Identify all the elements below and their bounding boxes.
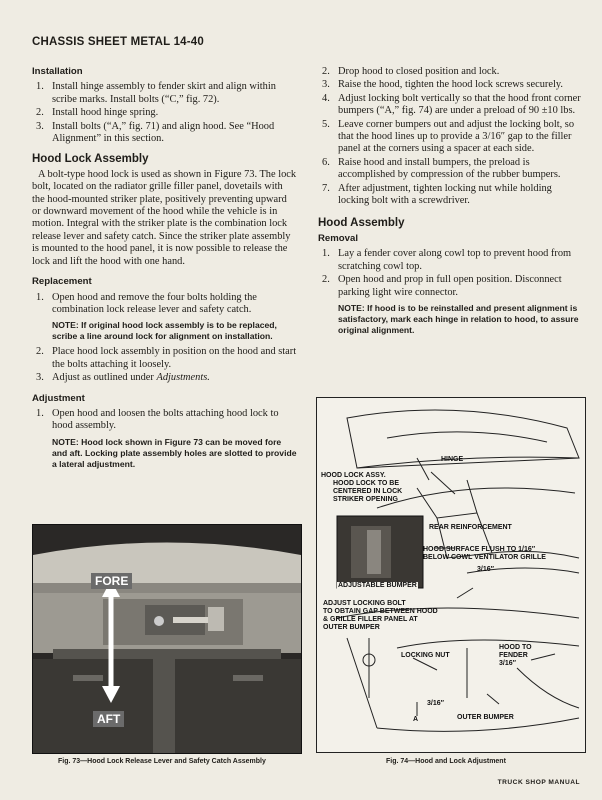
list-item: 2. Place hood lock assembly in position on the hood and start the bolts attaching it loosely. xyxy=(36,346,297,370)
hood-lock-assy-label: HOOD LOCK ASSY. xyxy=(321,472,386,479)
removal-heading: Removal xyxy=(318,232,358,244)
figure-74-diagram xyxy=(316,397,586,753)
hood-to-fender-label: HOOD TO FENDER 3/16″ xyxy=(499,644,532,667)
adjustment-steps xyxy=(32,408,298,433)
list-item: 7. After adjustment, tighten locking nut while holding locking bolt with a screwdriver. xyxy=(322,182,552,207)
hood-assembly-heading: Hood Assembly xyxy=(318,217,405,230)
list-item: 3. Adjust as outlined under Adjustments. xyxy=(36,372,210,384)
removal-note: NOTE: If hood is to be reinstalled and present alignment is satisfactory, mark each hinge in relation to hood, to assure original alignment. xyxy=(338,302,579,335)
dim-label-2: 3/16″ xyxy=(427,700,444,707)
list-item: 2. Drop hood to closed position and lock. xyxy=(322,66,500,77)
hood-lock-photo xyxy=(33,525,301,753)
replacement-steps xyxy=(32,292,298,317)
bumper-a-label: A xyxy=(413,716,419,723)
rear-reinforcement-label: REAR REINFORCEMENT xyxy=(429,524,512,531)
figure-73-photo xyxy=(32,524,302,754)
removal-steps xyxy=(318,248,584,299)
hood-lock-centered-label: HOOD LOCK TO BE CENTERED IN LOCK STRIKER OPENING xyxy=(333,480,403,503)
aft-label: AFT xyxy=(93,711,124,727)
list-item: 3. Install bolts (“A,” fig. 71) and align hood. See “Hood Alignment” in this section. xyxy=(36,120,275,145)
adjustments-ref: Adjustments. xyxy=(156,372,210,384)
right-column xyxy=(318,66,584,340)
replacement-note: NOTE: If original hood lock assembly is to be replaced, scribe a line around lock for alignment on installation. xyxy=(52,320,277,342)
replacement-steps-cont xyxy=(32,346,298,384)
fore-label: FORE xyxy=(91,573,132,589)
dim-label-1: 3/16″ xyxy=(477,566,494,573)
hood-lock-paragraph: A bolt-type hood lock is used as shown in Figure 73. The lock bolt, located on the radiator grille filler panel, dovetails with the hood-mounted striker plate, positively preventing upward or downward movement of the hood while the vehicle is in motion. Integral with the striker plate is the combination lock release lever and safety catch. Since the striker plate assembly is mounted to the hood panel, it is now possible to release the lock and lift the hood with one hand. xyxy=(32,168,297,267)
page-header: CHASSIS SHEET METAL 14-40 xyxy=(32,36,205,48)
page-footer: TRUCK SHOP MANUAL xyxy=(497,779,580,786)
hood-lock-heading: Hood Lock Assembly xyxy=(32,153,149,166)
list-item: 3. Raise the hood, tighten the hood lock screws securely. xyxy=(322,79,563,91)
list-item: 2. Install hood hinge spring. xyxy=(36,107,159,119)
left-column xyxy=(32,66,298,474)
list-item: 1. Lay a fender cover along cowl top to prevent hood from scratching cowl top. xyxy=(322,248,572,272)
adjustable-bumper-label: ADJUSTABLE BUMPER xyxy=(338,582,417,589)
hood-surface-label: HOOD SURFACE FLUSH TO 1/16″ BELOW COWL VENTILATOR GRILLE xyxy=(423,546,546,561)
figure-74-caption: Fig. 74—Hood and Lock Adjustment xyxy=(386,758,506,765)
list-item: 1. Open hood and loosen the bolts attaching hood lock to hood assembly. xyxy=(36,407,279,432)
list-item: 5. Leave corner bumpers out and adjust the locking bolt, so that the hood lines up to provide a 3/16″ gap to the filler panel at the corners using a spacer at each side. xyxy=(322,118,575,155)
adjustment-steps-cont xyxy=(318,66,584,207)
outer-bumper-label: OUTER BUMPER xyxy=(457,714,514,721)
hinge-label: HINGE xyxy=(441,456,464,463)
installation-heading: Installation xyxy=(32,66,83,77)
list-item: 4. Adjust locking bolt vertically so that the hood front corner bumpers (“A,” fig. 74) are under a preload of 90 ±10 lbs. xyxy=(322,92,581,117)
figure-73-caption: Fig. 73—Hood Lock Release Lever and Safety Catch Assembly xyxy=(58,758,266,765)
adjustment-note: NOTE: Hood lock shown in Figure 73 can be moved fore and aft. Locking plate assembly holes are slotted to provide a lateral adjustment. xyxy=(52,436,297,469)
list-item: 2. Open hood and prop in full open position. Disconnect parking light wire connector. xyxy=(322,274,562,298)
replacement-heading: Replacement xyxy=(32,276,92,288)
list-item: 1. Open hood and remove the four bolts holding the combination lock release lever and safety catch. xyxy=(36,291,257,315)
list-item: 1. Install hinge assembly to fender skirt and align within scribe marks. Install bolts (“C,” fig. 72). xyxy=(36,81,276,105)
locking-nut-label: LOCKING NUT xyxy=(401,652,450,659)
adjust-locking-bolt-label: ADJUST LOCKING BOLT TO OBTAIN GAP BETWEEN HOOD & GRILLE FILLER PANEL AT OUTER BUMPER xyxy=(323,600,438,631)
list-item: 6. Raise hood and install bumpers, the preload is accomplished by compression of the rubber bumpers. xyxy=(322,156,561,181)
hood-lock-diagram xyxy=(317,398,585,752)
adjustment-heading: Adjustment xyxy=(32,392,85,404)
installation-steps xyxy=(32,81,298,145)
